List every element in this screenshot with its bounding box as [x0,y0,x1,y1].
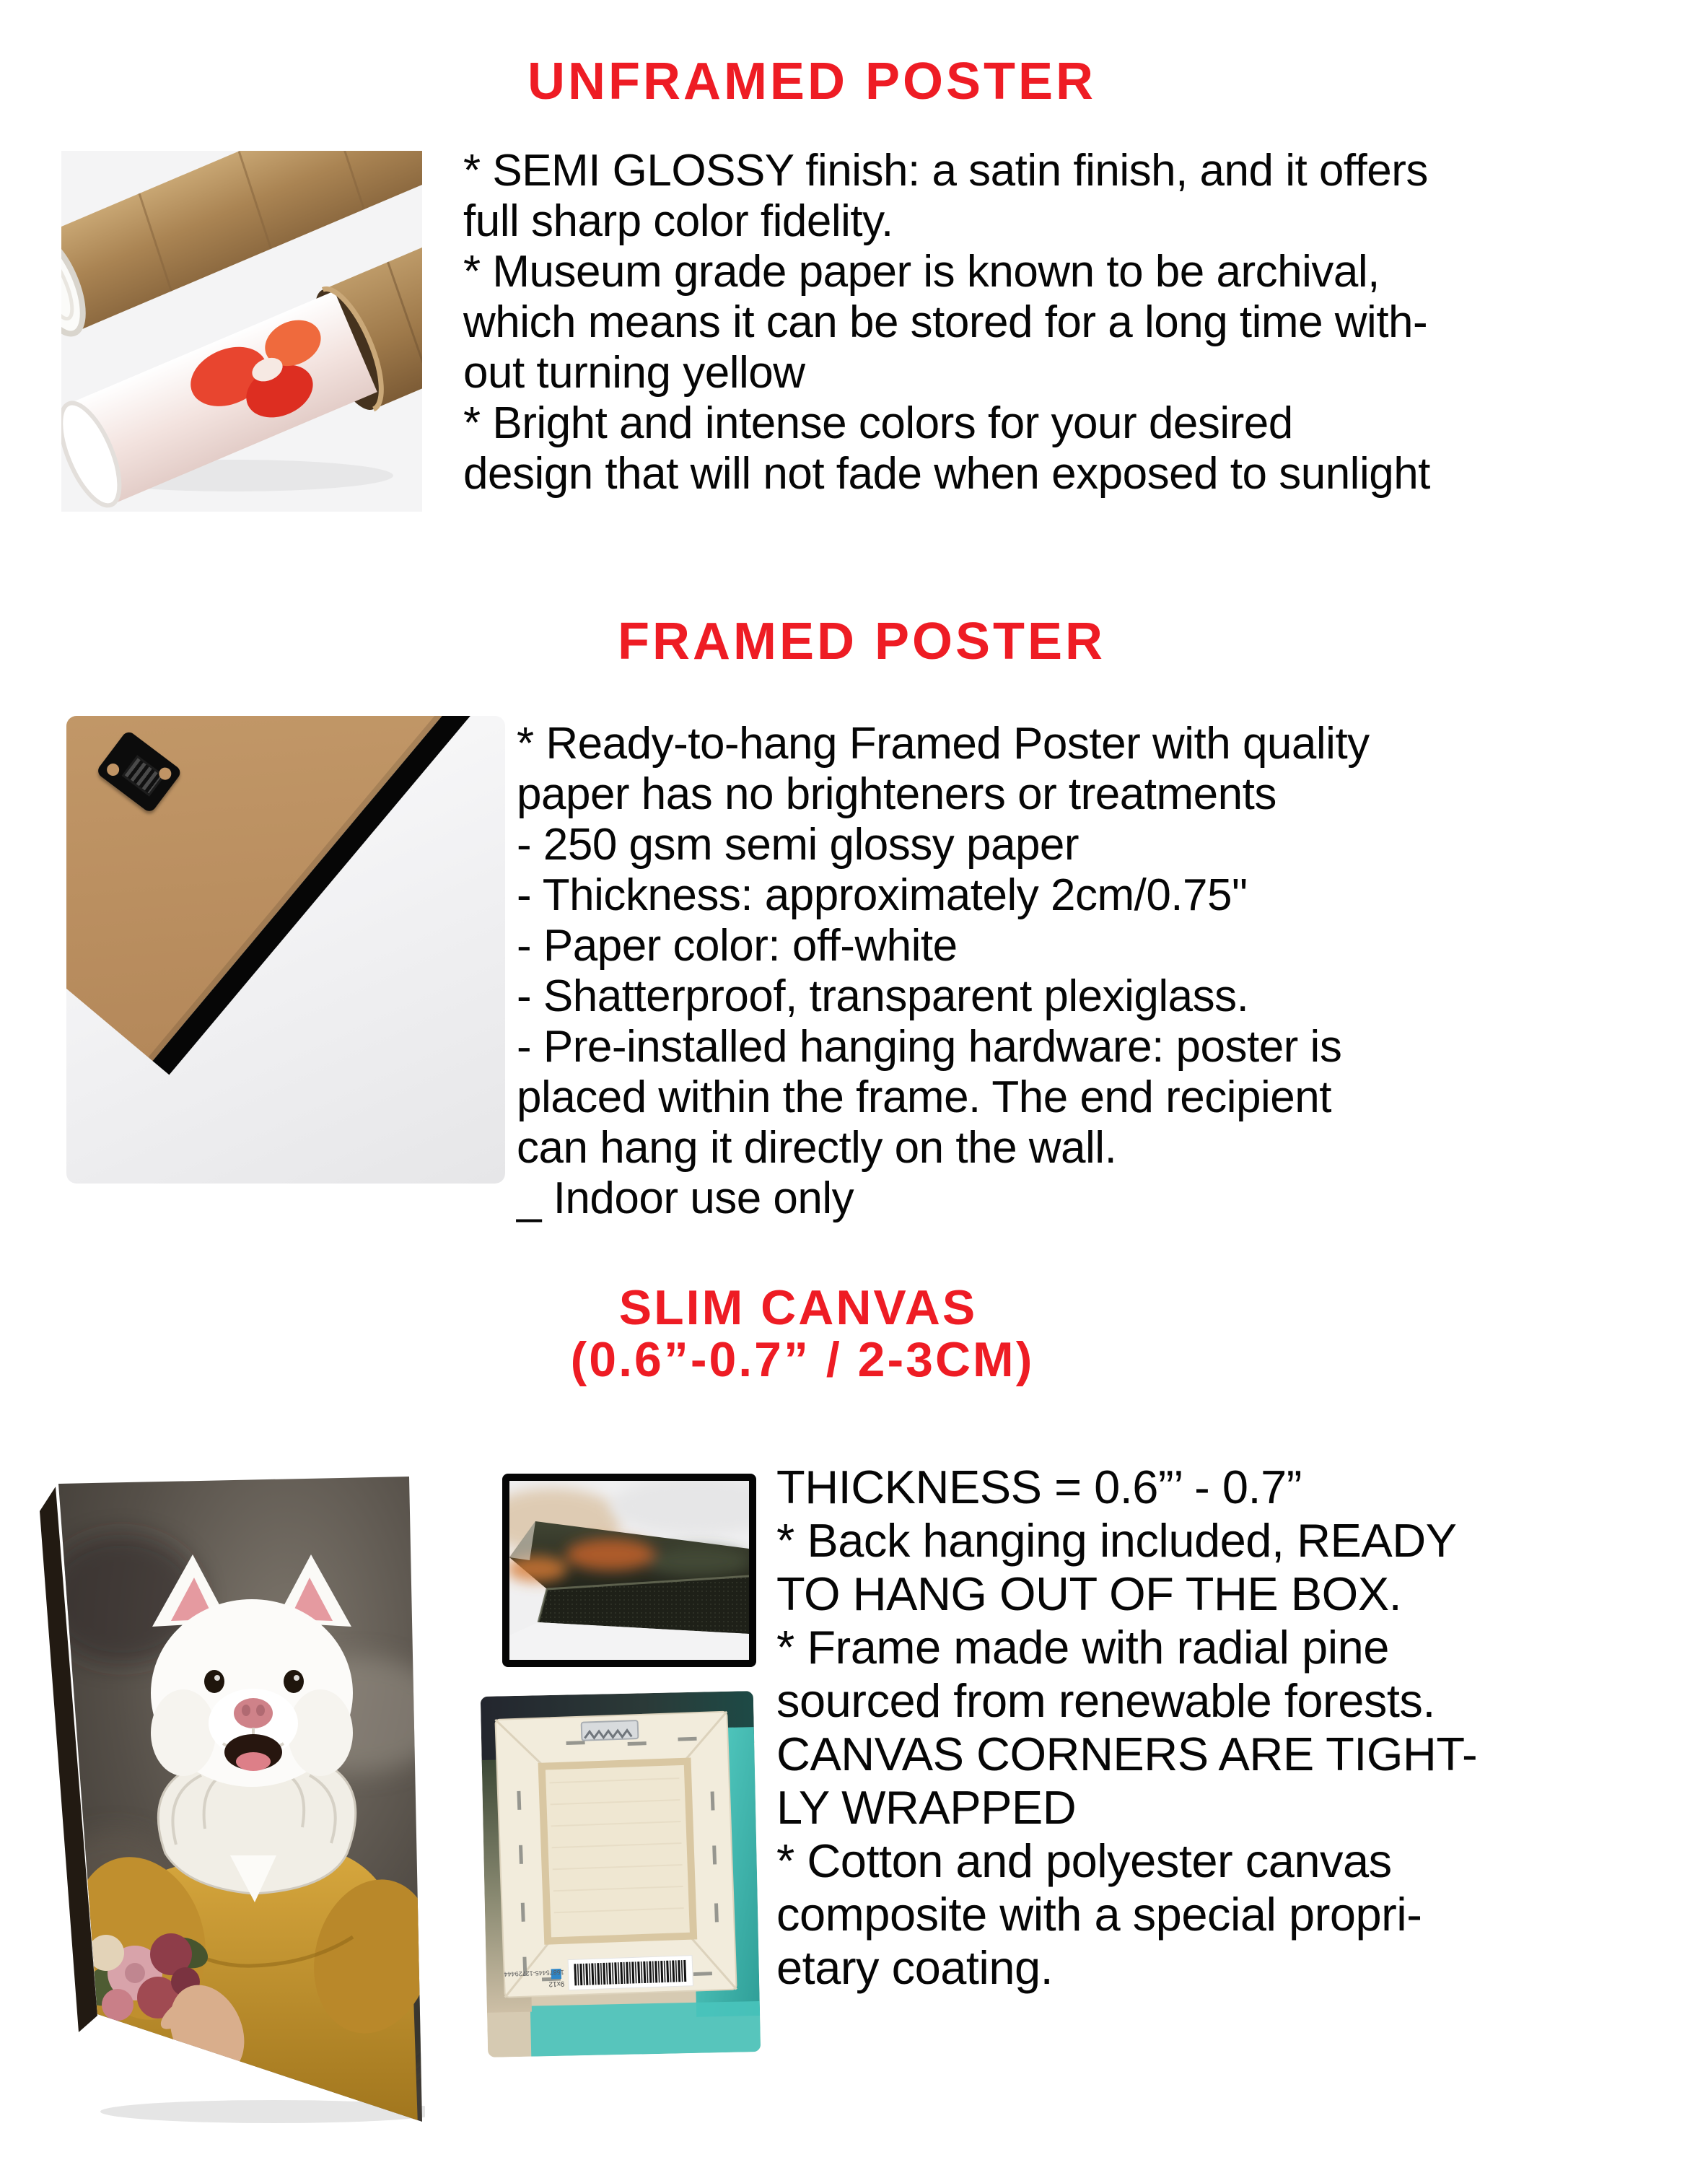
barcode-number: 16875445-12729444 [504,1968,564,1978]
section-title-slim-canvas: SLIM CANVAS [618,1280,978,1335]
canvas-corner-thumbnail [502,1474,756,1667]
framed-poster-description [517,719,1370,1224]
text-line: * Bright and intense colors for your desired [463,398,1293,448]
text-line: paper has no brighteners or treatments [517,769,1276,819]
text-line: * Frame made with radial pine [776,1621,1389,1674]
text-line: - Thickness: approximately 2cm/0.75" [517,870,1248,920]
framed-poster-back-photo [66,716,505,1184]
text-line: - Pre-installed hanging hardware: poster is [517,1022,1342,1072]
text-line: * Back hanging included, READY [776,1514,1457,1567]
text-line: composite with a special propri- [776,1888,1422,1941]
text-line: * Museum grade paper is known to be archival, [463,247,1380,297]
section-title-unframed-poster: UNFRAMED POSTER [527,53,1096,110]
sawtooth-hanger [95,730,183,814]
text-line: etary coating. [776,1941,1054,1994]
text-line: placed within the frame. The end recipient [517,1072,1331,1122]
text-line: sourced from renewable forests. [776,1674,1435,1727]
text-line: - Paper color: off-white [517,921,958,971]
poster-tubes-illustration [61,151,422,512]
text-line: - Shatterproof, transparent plexiglass. [517,971,1249,1021]
text-line: * Ready-to-hang Framed Poster with quality [517,719,1370,769]
text-line: LY WRAPPED [776,1781,1077,1834]
text-line: _ Indoor use only [517,1173,854,1223]
pet-portrait-canvas-illustration [35,1477,425,2126]
slim-canvas-portrait-photo [35,1477,425,2126]
text-line: CANVAS CORNERS ARE TIGHT- [776,1728,1478,1780]
canvas-corner-illustration [509,1481,749,1660]
text-line: can hang it directly on the wall. [517,1123,1117,1173]
text-line: - 250 gsm semi glossy paper [517,820,1079,870]
canvas-back-illustration [481,1691,761,2057]
text-line: * Cotton and polyester canvas [776,1834,1392,1887]
sawtooth-hanger [582,1720,639,1741]
text-line: * SEMI GLOSSY finish: a satin finish, and it offers [463,146,1428,196]
barcode [574,1960,687,1985]
canvas-size-label: 9x12 [548,1979,565,1988]
frame-back-board [66,716,505,1075]
stretcher-frame [495,1712,736,1998]
text-line: TO HANG OUT OF THE BOX. [776,1567,1402,1620]
text-line: out turning yellow [463,348,805,398]
canvas-back-photo [481,1691,761,2057]
text-line: full sharp color fidelity. [463,196,893,246]
section-title-framed-poster: FRAMED POSTER [618,613,1106,670]
text-line: design that will not fade when exposed to sunlight [463,449,1430,499]
slim-canvas-thickness-subtitle: (0.6”-0.7” / 2-3CM) [570,1332,1035,1387]
portrait-painting [43,1477,425,2126]
poster-tubes-photo [61,151,422,512]
text-line: which means it can be stored for a long time with- [463,297,1428,347]
unframed-poster-description [463,146,1430,499]
slim-canvas-description [776,1461,1477,1995]
text-line: THICKNESS = 0.6”’ - 0.7” [776,1461,1302,1513]
